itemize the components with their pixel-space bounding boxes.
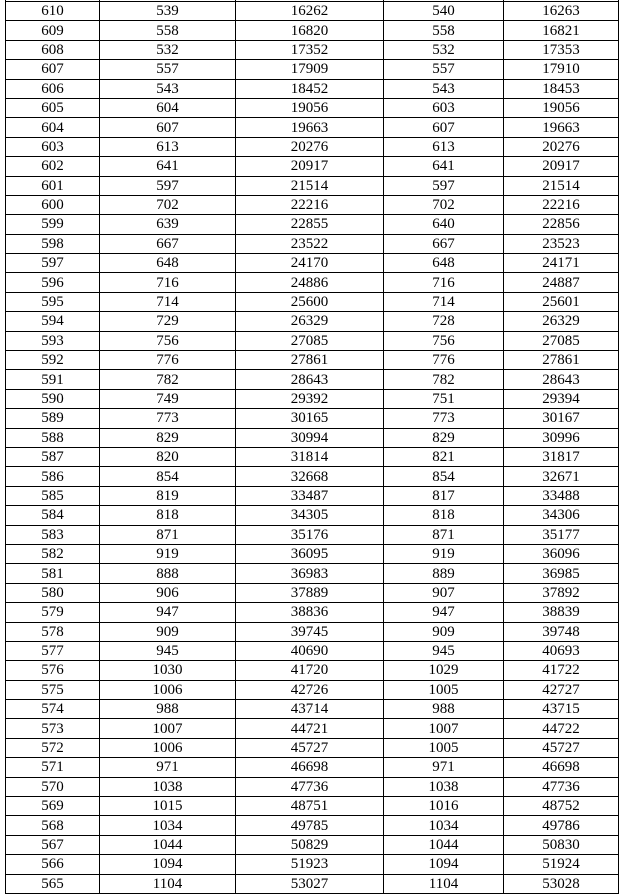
count-cell: 782 [100, 370, 236, 389]
cumulative-cell: 46698 [236, 758, 384, 777]
score-cell: 600 [6, 195, 100, 214]
count-cell: 1006 [100, 680, 236, 699]
score-cell: 591 [6, 370, 100, 389]
score-cell: 606 [6, 79, 100, 98]
count-cell-alt: 557 [384, 60, 504, 79]
cumulative-cell-alt: 30996 [504, 428, 619, 447]
cumulative-cell-alt: 16821 [504, 21, 619, 40]
score-cell: 589 [6, 409, 100, 428]
table-row [6, 486, 619, 505]
score-cell: 602 [6, 157, 100, 176]
score-table-container [5, 0, 618, 894]
count-cell-alt: 919 [384, 544, 504, 563]
count-cell-alt: 543 [384, 79, 504, 98]
count-cell: 539 [100, 2, 236, 21]
cumulative-cell-alt: 42727 [504, 680, 619, 699]
count-cell: 639 [100, 215, 236, 234]
cumulative-cell-alt: 27085 [504, 331, 619, 350]
table-row [6, 816, 619, 835]
count-cell: 818 [100, 506, 236, 525]
cumulative-cell: 32668 [236, 467, 384, 486]
cumulative-cell: 18452 [236, 79, 384, 98]
cumulative-cell-alt: 28643 [504, 370, 619, 389]
cumulative-cell-alt: 32671 [504, 467, 619, 486]
table-row [6, 797, 619, 816]
count-cell-alt: 773 [384, 409, 504, 428]
count-cell-alt: 756 [384, 331, 504, 350]
cumulative-cell: 36095 [236, 544, 384, 563]
count-cell: 729 [100, 312, 236, 331]
score-cell: 598 [6, 234, 100, 253]
table-row [6, 758, 619, 777]
count-cell-alt: 1016 [384, 797, 504, 816]
cumulative-cell: 48751 [236, 797, 384, 816]
table-row [6, 21, 619, 40]
score-distribution-table [5, 0, 619, 894]
cumulative-cell: 22855 [236, 215, 384, 234]
count-cell: 820 [100, 447, 236, 466]
score-cell: 567 [6, 835, 100, 854]
count-cell: 776 [100, 351, 236, 370]
score-cell: 593 [6, 331, 100, 350]
cumulative-cell-alt: 22216 [504, 195, 619, 214]
score-cell: 596 [6, 273, 100, 292]
table-row [6, 874, 619, 893]
count-cell-alt: 1038 [384, 777, 504, 796]
count-cell-alt: 829 [384, 428, 504, 447]
cumulative-cell-alt: 40693 [504, 641, 619, 660]
score-cell: 565 [6, 874, 100, 893]
count-cell: 604 [100, 98, 236, 117]
count-cell: 947 [100, 603, 236, 622]
count-cell: 756 [100, 331, 236, 350]
score-cell: 580 [6, 583, 100, 602]
cumulative-cell-alt: 24887 [504, 273, 619, 292]
score-cell: 586 [6, 467, 100, 486]
table-row [6, 312, 619, 331]
cumulative-cell-alt: 36096 [504, 544, 619, 563]
cumulative-cell-alt: 39748 [504, 622, 619, 641]
cumulative-cell-alt: 26329 [504, 312, 619, 331]
count-cell: 854 [100, 467, 236, 486]
count-cell-alt: 947 [384, 603, 504, 622]
count-cell: 909 [100, 622, 236, 641]
cumulative-cell: 43714 [236, 700, 384, 719]
count-cell-alt: 945 [384, 641, 504, 660]
count-cell: 714 [100, 292, 236, 311]
count-cell: 607 [100, 118, 236, 137]
table-row [6, 409, 619, 428]
count-cell: 702 [100, 195, 236, 214]
cumulative-cell-alt: 17353 [504, 40, 619, 59]
cumulative-cell: 16820 [236, 21, 384, 40]
score-cell: 583 [6, 525, 100, 544]
cumulative-cell-alt: 44722 [504, 719, 619, 738]
table-row [6, 389, 619, 408]
table-row [6, 254, 619, 273]
table-row [6, 564, 619, 583]
count-cell-alt: 667 [384, 234, 504, 253]
score-cell: 585 [6, 486, 100, 505]
table-row [6, 234, 619, 253]
score-cell: 605 [6, 98, 100, 117]
cumulative-cell: 53027 [236, 874, 384, 893]
count-cell-alt: 907 [384, 583, 504, 602]
cumulative-cell: 44721 [236, 719, 384, 738]
cumulative-cell-alt: 46698 [504, 758, 619, 777]
cumulative-cell: 27861 [236, 351, 384, 370]
count-cell: 716 [100, 273, 236, 292]
cumulative-cell: 27085 [236, 331, 384, 350]
score-cell: 604 [6, 118, 100, 137]
table-row [6, 2, 619, 21]
cumulative-cell: 25600 [236, 292, 384, 311]
score-cell: 572 [6, 738, 100, 757]
count-cell-alt: 648 [384, 254, 504, 273]
score-cell: 610 [6, 2, 100, 21]
score-cell: 592 [6, 351, 100, 370]
count-cell-alt: 909 [384, 622, 504, 641]
score-cell: 584 [6, 506, 100, 525]
count-cell: 1030 [100, 661, 236, 680]
table-row [6, 700, 619, 719]
cumulative-cell-alt: 45727 [504, 738, 619, 757]
score-cell: 588 [6, 428, 100, 447]
cumulative-cell-alt: 43715 [504, 700, 619, 719]
count-cell-alt: 613 [384, 137, 504, 156]
count-cell: 532 [100, 40, 236, 59]
cumulative-cell-alt: 33488 [504, 486, 619, 505]
table-row [6, 118, 619, 137]
count-cell: 906 [100, 583, 236, 602]
cumulative-cell-alt: 35177 [504, 525, 619, 544]
count-cell-alt: 532 [384, 40, 504, 59]
table-row [6, 835, 619, 854]
cumulative-cell: 24170 [236, 254, 384, 273]
count-cell-alt: 776 [384, 351, 504, 370]
count-cell-alt: 714 [384, 292, 504, 311]
score-cell: 597 [6, 254, 100, 273]
table-row [6, 506, 619, 525]
count-cell-alt: 751 [384, 389, 504, 408]
table-row [6, 583, 619, 602]
cumulative-cell: 47736 [236, 777, 384, 796]
score-cell: 607 [6, 60, 100, 79]
cumulative-cell-alt: 47736 [504, 777, 619, 796]
table-row [6, 855, 619, 874]
count-cell-alt: 716 [384, 273, 504, 292]
count-cell-alt: 1005 [384, 738, 504, 757]
table-row [6, 428, 619, 447]
score-cell: 571 [6, 758, 100, 777]
count-cell-alt: 782 [384, 370, 504, 389]
score-cell: 577 [6, 641, 100, 660]
cumulative-cell: 29392 [236, 389, 384, 408]
count-cell: 641 [100, 157, 236, 176]
count-cell-alt: 889 [384, 564, 504, 583]
cumulative-cell: 28643 [236, 370, 384, 389]
score-cell: 608 [6, 40, 100, 59]
cumulative-cell: 41720 [236, 661, 384, 680]
cumulative-cell: 16262 [236, 2, 384, 21]
count-cell: 1094 [100, 855, 236, 874]
cumulative-cell: 45727 [236, 738, 384, 757]
score-cell: 590 [6, 389, 100, 408]
cumulative-cell-alt: 22856 [504, 215, 619, 234]
score-cell: 581 [6, 564, 100, 583]
table-row [6, 719, 619, 738]
cumulative-cell-alt: 31817 [504, 447, 619, 466]
count-cell-alt: 818 [384, 506, 504, 525]
cumulative-cell-alt: 48752 [504, 797, 619, 816]
table-row [6, 525, 619, 544]
score-cell: 587 [6, 447, 100, 466]
table-row [6, 98, 619, 117]
count-cell-alt: 1007 [384, 719, 504, 738]
table-body [6, 0, 619, 893]
table-row [6, 661, 619, 680]
cumulative-cell: 24886 [236, 273, 384, 292]
cumulative-cell-alt: 30167 [504, 409, 619, 428]
cumulative-cell-alt: 36985 [504, 564, 619, 583]
cumulative-cell-alt: 49786 [504, 816, 619, 835]
count-cell-alt: 854 [384, 467, 504, 486]
table-row [6, 777, 619, 796]
count-cell: 1104 [100, 874, 236, 893]
cumulative-cell-alt: 23523 [504, 234, 619, 253]
count-cell: 773 [100, 409, 236, 428]
cumulative-cell: 22216 [236, 195, 384, 214]
count-cell-alt: 1044 [384, 835, 504, 854]
cumulative-cell-alt: 17910 [504, 60, 619, 79]
score-cell: 603 [6, 137, 100, 156]
cumulative-cell-alt: 51924 [504, 855, 619, 874]
count-cell: 1038 [100, 777, 236, 796]
table-row [6, 40, 619, 59]
cumulative-cell: 39745 [236, 622, 384, 641]
cumulative-cell: 30994 [236, 428, 384, 447]
cumulative-cell-alt: 29394 [504, 389, 619, 408]
count-cell: 597 [100, 176, 236, 195]
cumulative-cell-alt: 50830 [504, 835, 619, 854]
cumulative-cell-alt: 20917 [504, 157, 619, 176]
cumulative-cell: 33487 [236, 486, 384, 505]
cumulative-cell-alt: 34306 [504, 506, 619, 525]
table-row [6, 195, 619, 214]
count-cell: 988 [100, 700, 236, 719]
cumulative-cell: 26329 [236, 312, 384, 331]
table-row [6, 622, 619, 641]
count-cell: 1007 [100, 719, 236, 738]
count-cell-alt: 702 [384, 195, 504, 214]
count-cell: 667 [100, 234, 236, 253]
count-cell: 543 [100, 79, 236, 98]
cumulative-cell-alt: 19663 [504, 118, 619, 137]
table-row [6, 60, 619, 79]
count-cell-alt: 540 [384, 2, 504, 21]
cumulative-cell: 35176 [236, 525, 384, 544]
cumulative-cell-alt: 27861 [504, 351, 619, 370]
count-cell: 1006 [100, 738, 236, 757]
table-row [6, 176, 619, 195]
cumulative-cell: 49785 [236, 816, 384, 835]
table-row [6, 273, 619, 292]
table-row [6, 79, 619, 98]
cumulative-cell: 40690 [236, 641, 384, 660]
cumulative-cell: 34305 [236, 506, 384, 525]
score-cell: 568 [6, 816, 100, 835]
table-row [6, 331, 619, 350]
count-cell: 648 [100, 254, 236, 273]
cumulative-cell: 20917 [236, 157, 384, 176]
count-cell: 829 [100, 428, 236, 447]
cumulative-cell: 17909 [236, 60, 384, 79]
count-cell: 888 [100, 564, 236, 583]
score-cell: 594 [6, 312, 100, 331]
cumulative-cell: 37889 [236, 583, 384, 602]
score-cell: 579 [6, 603, 100, 622]
count-cell: 871 [100, 525, 236, 544]
count-cell: 1034 [100, 816, 236, 835]
cumulative-cell: 51923 [236, 855, 384, 874]
table-row [6, 738, 619, 757]
score-cell: 601 [6, 176, 100, 195]
score-cell: 575 [6, 680, 100, 699]
count-cell: 557 [100, 60, 236, 79]
score-cell: 574 [6, 700, 100, 719]
table-row [6, 603, 619, 622]
count-cell-alt: 1034 [384, 816, 504, 835]
cumulative-cell: 21514 [236, 176, 384, 195]
cumulative-cell: 36983 [236, 564, 384, 583]
table-row [6, 215, 619, 234]
count-cell-alt: 728 [384, 312, 504, 331]
cumulative-cell-alt: 18453 [504, 79, 619, 98]
cumulative-cell-alt: 38839 [504, 603, 619, 622]
count-cell-alt: 1029 [384, 661, 504, 680]
score-cell: 573 [6, 719, 100, 738]
count-cell: 558 [100, 21, 236, 40]
cumulative-cell: 42726 [236, 680, 384, 699]
cumulative-cell: 19056 [236, 98, 384, 117]
count-cell: 971 [100, 758, 236, 777]
table-row [6, 467, 619, 486]
score-cell: 595 [6, 292, 100, 311]
table-row [6, 544, 619, 563]
table-row [6, 370, 619, 389]
count-cell-alt: 971 [384, 758, 504, 777]
cumulative-cell: 31814 [236, 447, 384, 466]
cumulative-cell-alt: 24171 [504, 254, 619, 273]
table-row [6, 292, 619, 311]
count-cell: 749 [100, 389, 236, 408]
count-cell-alt: 641 [384, 157, 504, 176]
cumulative-cell: 23522 [236, 234, 384, 253]
count-cell-alt: 597 [384, 176, 504, 195]
count-cell: 1015 [100, 797, 236, 816]
score-cell: 570 [6, 777, 100, 796]
count-cell: 613 [100, 137, 236, 156]
count-cell-alt: 603 [384, 98, 504, 117]
count-cell: 1044 [100, 835, 236, 854]
count-cell-alt: 558 [384, 21, 504, 40]
cumulative-cell-alt: 41722 [504, 661, 619, 680]
count-cell-alt: 607 [384, 118, 504, 137]
table-row [6, 641, 619, 660]
count-cell: 819 [100, 486, 236, 505]
cumulative-cell: 17352 [236, 40, 384, 59]
score-cell: 578 [6, 622, 100, 641]
count-cell-alt: 1005 [384, 680, 504, 699]
cumulative-cell-alt: 53028 [504, 874, 619, 893]
count-cell: 919 [100, 544, 236, 563]
count-cell: 945 [100, 641, 236, 660]
score-cell: 599 [6, 215, 100, 234]
cumulative-cell-alt: 20276 [504, 137, 619, 156]
cumulative-cell-alt: 19056 [504, 98, 619, 117]
cumulative-cell: 50829 [236, 835, 384, 854]
score-cell: 576 [6, 661, 100, 680]
score-cell: 609 [6, 21, 100, 40]
cumulative-cell-alt: 16263 [504, 2, 619, 21]
cumulative-cell: 19663 [236, 118, 384, 137]
cumulative-cell: 30165 [236, 409, 384, 428]
cumulative-cell-alt: 25601 [504, 292, 619, 311]
cumulative-cell: 38836 [236, 603, 384, 622]
count-cell-alt: 821 [384, 447, 504, 466]
score-cell: 566 [6, 855, 100, 874]
count-cell-alt: 988 [384, 700, 504, 719]
score-cell: 569 [6, 797, 100, 816]
table-row [6, 447, 619, 466]
table-row [6, 157, 619, 176]
count-cell-alt: 817 [384, 486, 504, 505]
table-row [6, 351, 619, 370]
cumulative-cell: 20276 [236, 137, 384, 156]
table-row [6, 680, 619, 699]
count-cell-alt: 871 [384, 525, 504, 544]
count-cell-alt: 1104 [384, 874, 504, 893]
table-row [6, 137, 619, 156]
count-cell-alt: 640 [384, 215, 504, 234]
cumulative-cell-alt: 37892 [504, 583, 619, 602]
cumulative-cell-alt: 21514 [504, 176, 619, 195]
count-cell-alt: 1094 [384, 855, 504, 874]
score-cell: 582 [6, 544, 100, 563]
